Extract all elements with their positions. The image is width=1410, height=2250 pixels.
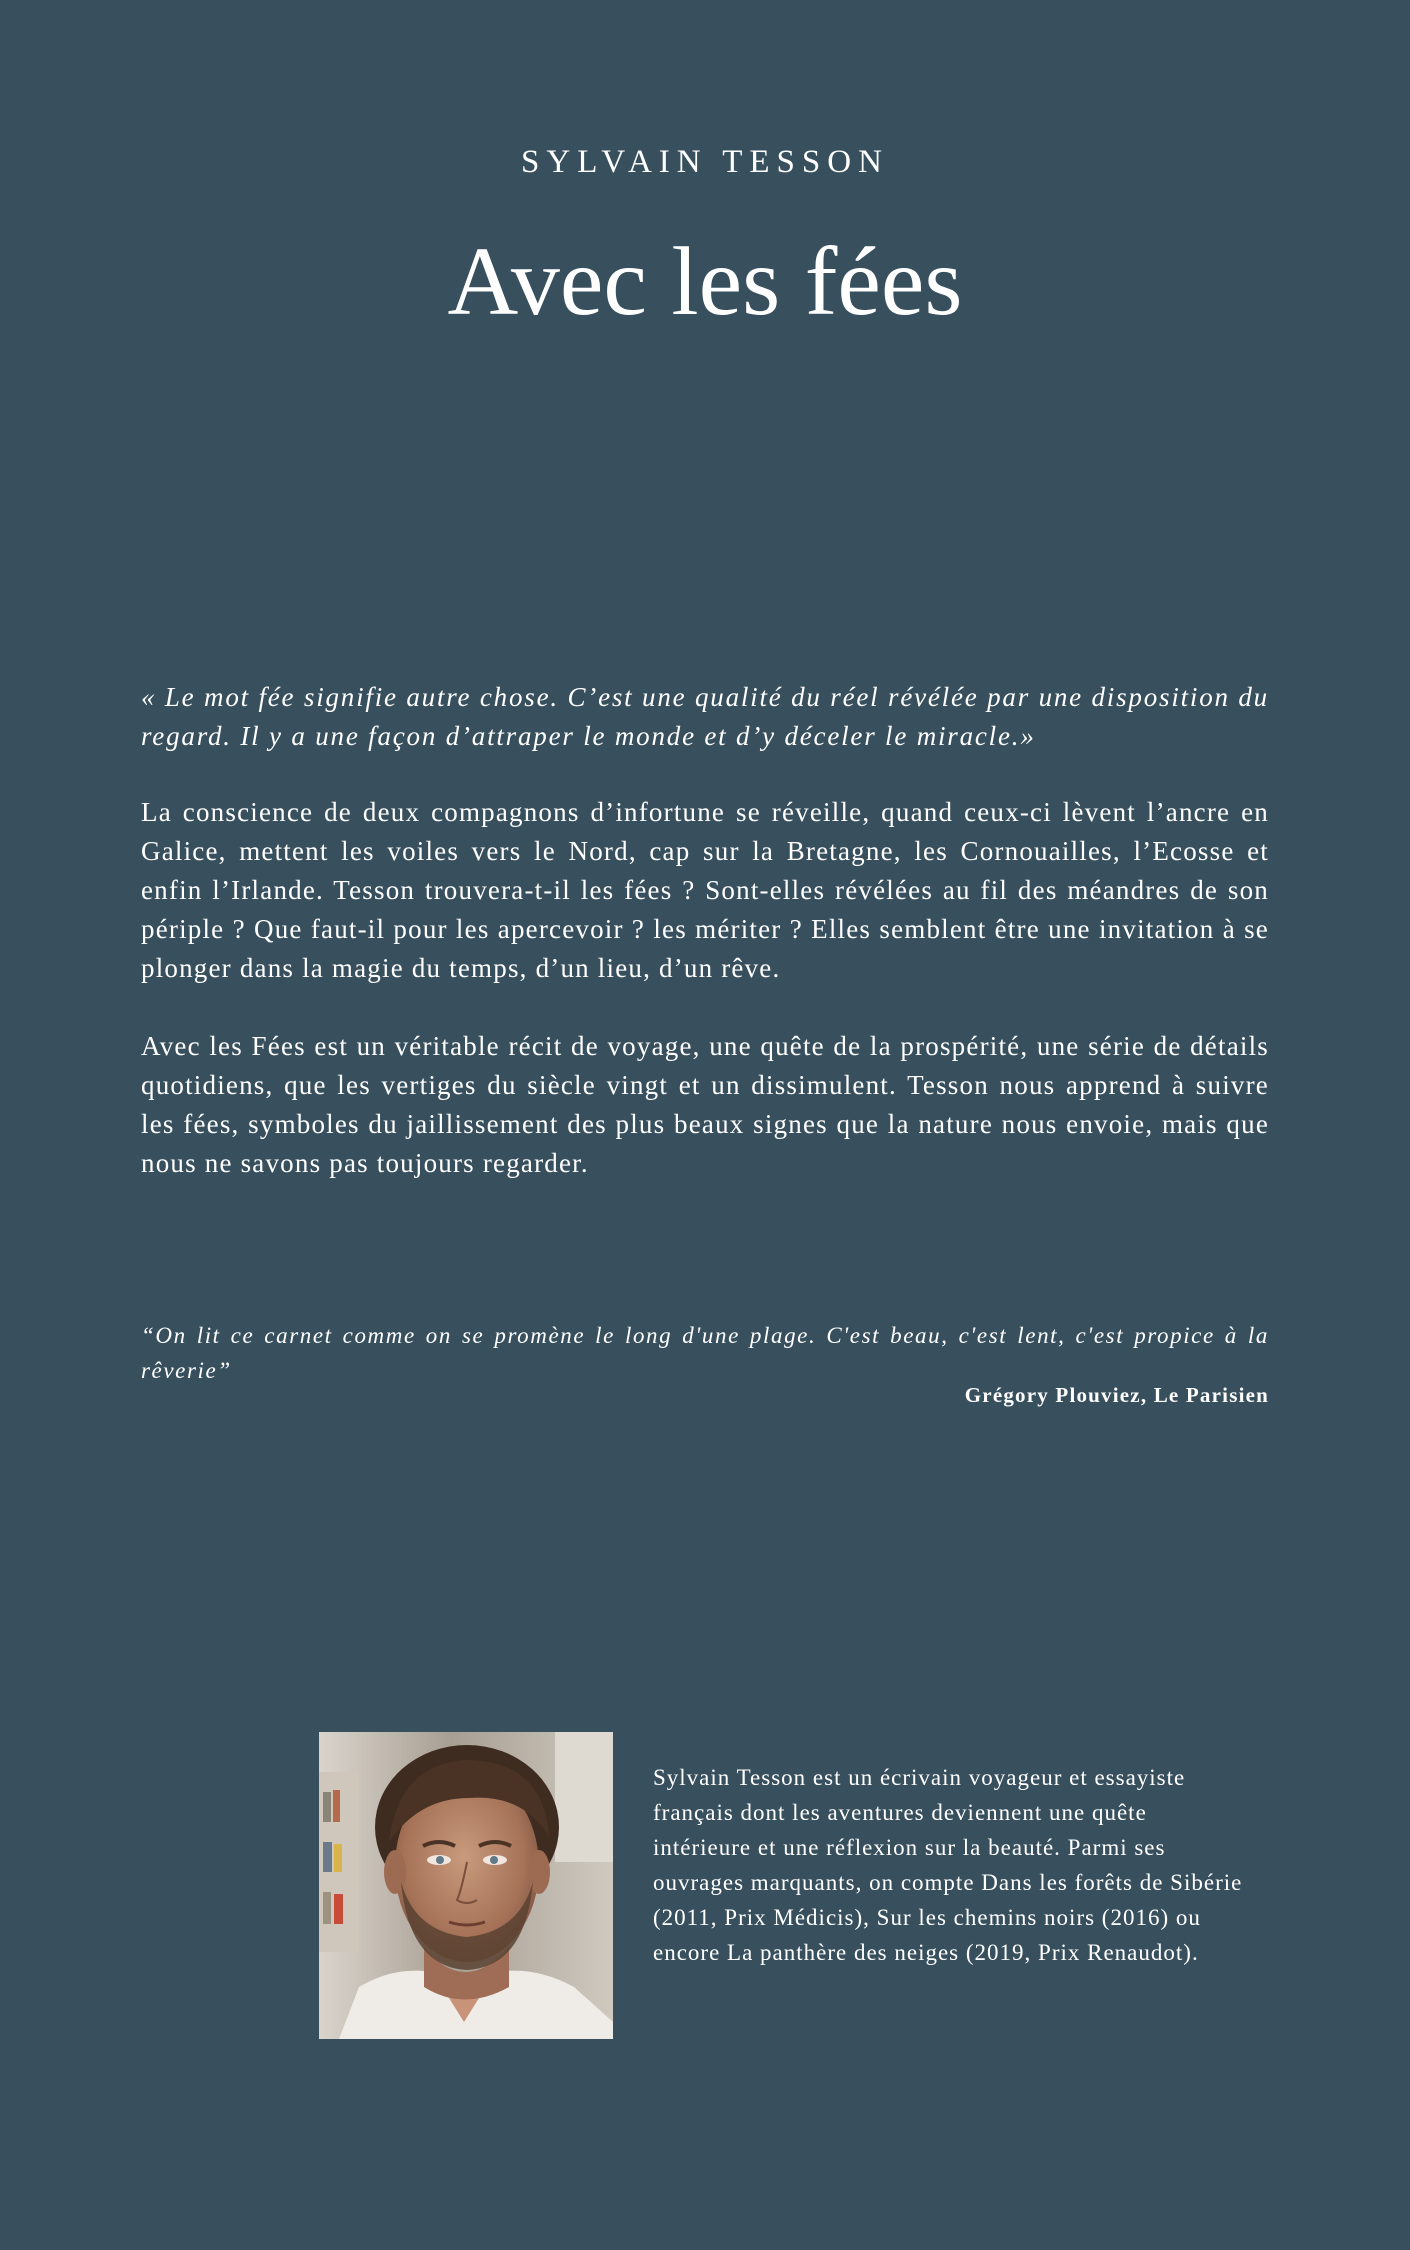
press-review-source: Grégory Plouviez, Le Parisien: [964, 1383, 1269, 1407]
intro-quote: « Le mot fée signifie autre chose. C’est une qualité du réel révélée par une disposition du regard. Il y a une façon d’attraper le monde et d’y déceler le miracle.»: [141, 682, 1269, 751]
press-review-quote: “On lit ce carnet comme on se promène le long d'une plage. C'est beau, c'est lent, c'est propice à la rêverie”: [141, 1323, 1269, 1383]
book-title: Avec les fées: [447, 228, 963, 336]
summary-paragraph-2: Avec les Fées est un véritable récit de voyage, une quête de la prospérité, une série de détails quotidiens, que les vertiges du siècle vingt et un dissimulent. Tesson nous apprend à suivre les fées, symboles du jaillissement des plus beaux signes que la nature nous envoie, mais que nous ne savons pas toujours regarder.: [141, 1031, 1269, 1178]
author-name: SYLVAIN TESSON: [521, 144, 889, 180]
author-bio: Sylvain Tesson est un écrivain voyageur et essayiste français dont les aventures deviennent une quête intérieure et une réflexion sur la beauté. Parmi ses ouvrages marquants, on compte Dans les forêts de Sibérie (2011, Prix Médicis), Sur les chemins noirs (2016) ou encore La panthère des neiges (2019, Prix Renaudot).: [653, 1765, 1243, 1965]
author-portrait: [319, 1732, 613, 2039]
summary-paragraph-1: La conscience de deux compagnons d’infortune se réveille, quand ceux-ci lèvent l’ancre en Galice, mettent les voiles vers le Nord, cap sur la Bretagne, les Cornouailles, l’Ecosse et enfin l’Irlande. Tesson trouvera-t-il les fées ? Sont-elles révélées au fil des méandres de son périple ? Que faut-il pour les apercevoir ? les mériter ? Elles semblent être une invitation à se plonger dans la magie du temps, d’un lieu, d’un rêve.: [141, 797, 1269, 983]
